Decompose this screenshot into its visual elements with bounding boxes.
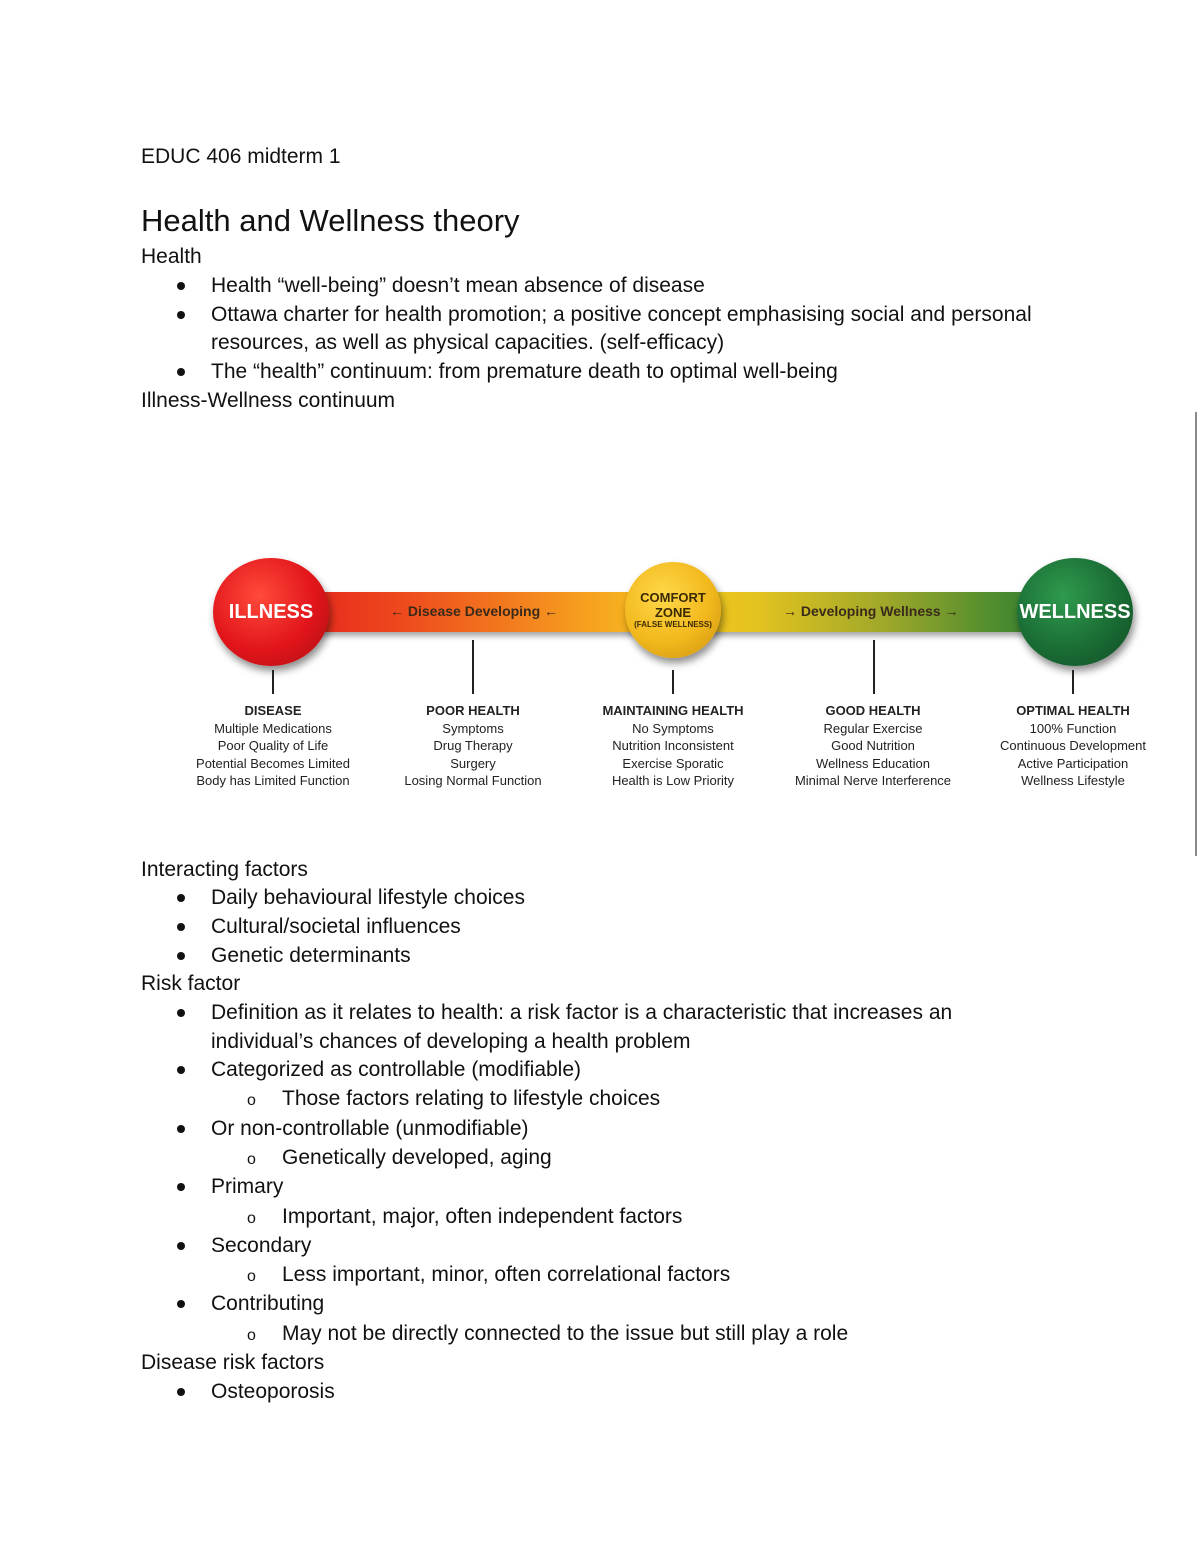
sub-bullet-glyph: o [247,1268,256,1285]
column-disease [173,702,373,790]
comfort-sub-label: (FALSE WELLNESS) [634,620,712,629]
list-item: Health “well-being” doesn’t mean absence of disease [211,274,705,297]
scrollbar[interactable] [1195,412,1197,856]
sub-list-item: Genetically developed, aging [282,1146,552,1169]
column-poor-health [373,702,573,790]
section-title-interacting-factors: Interacting factors [141,858,308,881]
bullet-dot [177,952,185,960]
column-line: Continuous Development [1000,738,1146,753]
list-item: Osteoporosis [211,1380,335,1403]
column-line: Symptoms [442,720,504,736]
sub-bullet-glyph: o [247,1210,256,1227]
list-item: Primary [211,1175,284,1198]
section-title-disease-risk-factors: Disease risk factors [141,1351,325,1374]
sub-bullet-glyph: o [247,1092,256,1109]
illness-label: ILLNESS [228,600,314,623]
section-title-risk-factor: Risk factor [141,972,241,995]
column-line: Poor Quality of Life [217,738,329,753]
section-title-health: Health [141,245,202,268]
column-heading: POOR HEALTH [426,703,520,718]
list-item: Daily behavioural lifestyle choices [211,886,525,909]
page-heading: Health and Wellness theory [141,203,520,238]
comfort-zone-circle [625,562,721,658]
list-item: Contributing [211,1292,325,1315]
comfort-label-2: ZONE [654,605,692,620]
bullet-dot [177,1009,185,1017]
bullet-dot [177,282,185,290]
sub-list-item: May not be directly connected to the issue but still play a role [282,1322,849,1345]
column-line: Nutrition Inconsistent [612,738,734,753]
list-item: The “health” continuum: from premature death to optimal well-being [211,360,838,383]
tick-line [472,640,474,694]
sub-list-item: Less important, minor, often correlational factors [282,1263,731,1286]
column-line: Active Participation [1017,755,1129,771]
column-line: Minimal Nerve Interference [794,773,952,788]
bullet-dot [177,1066,185,1074]
tick-line [672,670,674,694]
bullet-dot [177,1388,185,1396]
column-heading: GOOD HEALTH [825,703,921,718]
bullet-dot [177,1242,185,1250]
list-item: Categorized as controllable (modifiable) [211,1058,582,1081]
bullet-dot [177,894,185,902]
course-title: EDUC 406 midterm 1 [141,145,341,168]
list-item: Secondary [211,1234,312,1257]
bullet-dot [177,1125,185,1133]
column-heading: DISEASE [244,703,302,718]
tick-line [873,640,875,694]
disease-developing-label: ← Disease Developing ← [390,603,559,619]
list-item: Cultural/societal influences [211,915,461,938]
tick-line [272,670,274,694]
column-line: Potential Becomes Limited [196,755,350,771]
sub-list-item: Important, major, often independent factors [282,1205,683,1228]
column-line: No Symptoms [632,720,714,736]
column-heading: MAINTAINING HEALTH [602,703,744,718]
section-title-continuum: Illness-Wellness continuum [141,389,396,412]
column-line: Regular Exercise [823,720,923,736]
column-optimal-health [973,702,1173,790]
developing-wellness-label: → Developing Wellness → [783,603,959,619]
list-item-continuation: individual’s chances of developing a health problem [211,1030,691,1053]
sub-list-item: Those factors relating to lifestyle choices [282,1087,661,1110]
column-maintaining-health [573,702,773,790]
bullet-dot [177,368,185,376]
bullet-dot [177,311,185,319]
illness-wellness-diagram [195,548,1155,808]
column-line: Drug Therapy [433,738,513,753]
column-line: Wellness Lifestyle [1021,773,1125,788]
column-heading: OPTIMAL HEALTH [1016,703,1130,718]
column-line: 100% Function [1029,720,1117,736]
bullet-dot [177,1300,185,1308]
wellness-label: WELLNESS [1019,600,1131,623]
bullet-dot [177,923,185,931]
column-good-health [773,702,973,790]
illness-circle [213,558,329,666]
column-line: Wellness Education [816,755,930,771]
sub-bullet-glyph: o [247,1327,256,1344]
list-item-continuation: resources, as well as physical capacities. (self-efficacy) [211,331,725,354]
comfort-label-1: COMFORT [640,590,706,605]
column-line: Health is Low Priority [611,773,735,788]
column-line: Body has Limited Function [196,773,350,788]
tick-line [1072,670,1074,694]
column-line: Losing Normal Function [404,773,542,788]
sub-bullet-glyph: o [247,1151,256,1168]
list-item: Definition as it relates to health: a risk factor is a characteristic that increases an [211,1001,953,1024]
wellness-circle [1017,558,1133,666]
column-line: Good Nutrition [831,738,915,753]
list-item: Genetic determinants [211,944,411,967]
column-line: Exercise Sporatic [622,755,724,771]
column-line: Surgery [450,755,496,771]
list-item: Ottawa charter for health promotion; a positive concept emphasising social and personal [211,303,1032,326]
bullet-dot [177,1183,185,1191]
column-line: Multiple Medications [214,720,332,736]
list-item: Or non-controllable (unmodifiable) [211,1117,529,1140]
